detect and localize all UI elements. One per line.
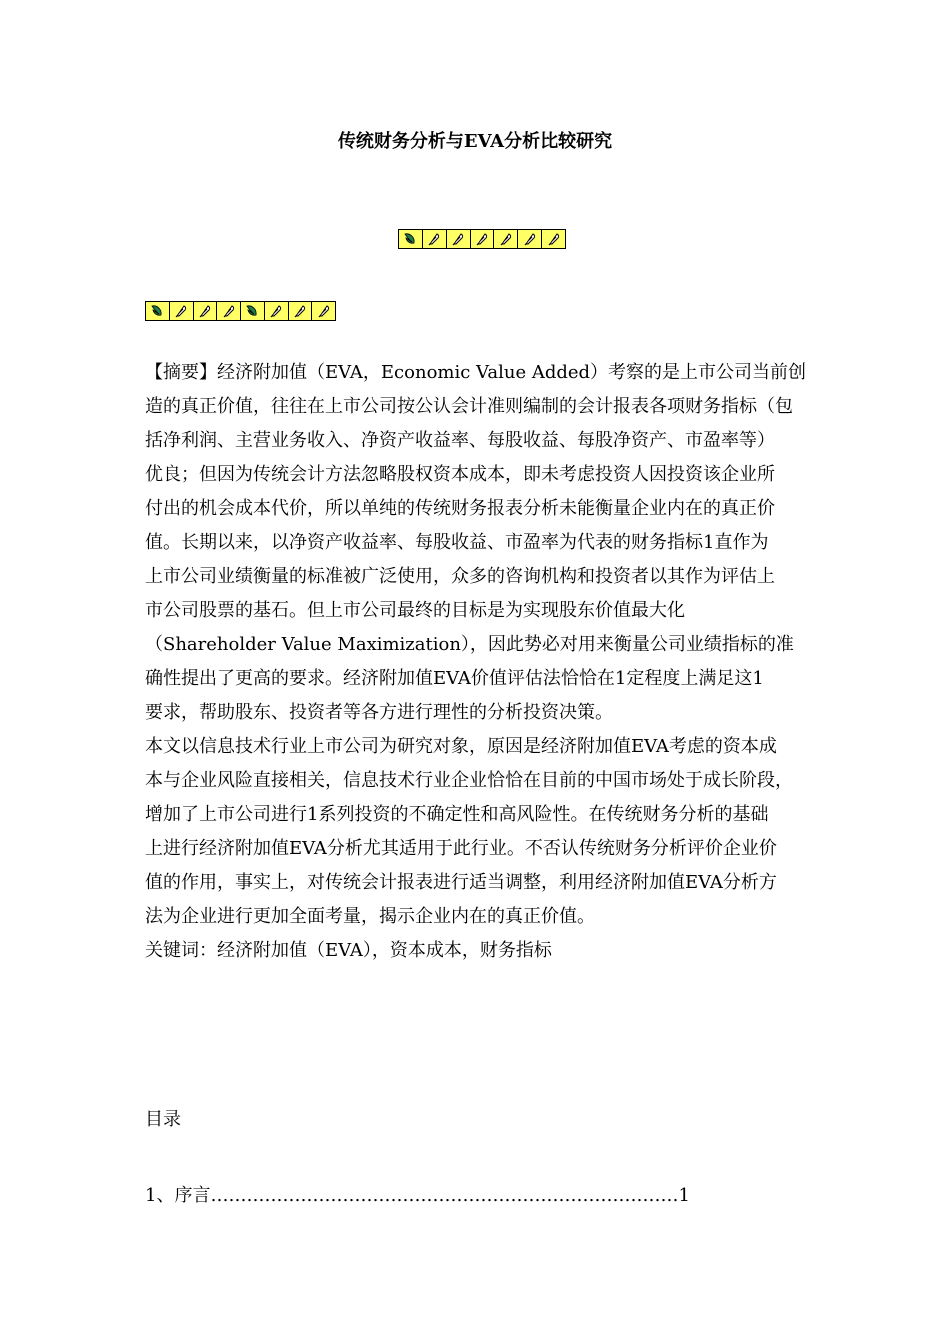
feather-icon <box>518 230 542 248</box>
toc-heading: 目录 <box>145 1109 181 1130</box>
feather-icon <box>170 302 194 320</box>
toc-entry[interactable]: 1、序言……………………………………………………………………1 <box>145 1185 690 1206</box>
feather-icon <box>423 230 447 248</box>
leaf-icon <box>241 302 265 320</box>
body-line: 本与企业风险直接相关，信息技术行业企业恰恰在目前的中国市场处于成长阶段， <box>145 770 793 791</box>
document-title: 传统财务分析与EVA分析比较研究 <box>337 131 613 152</box>
body-line: 增加了上市公司进行1系列投资的不确定性和高风险性。在传统财务分析的基础 <box>145 804 769 825</box>
leaf-icon <box>399 230 423 248</box>
decorative-icon-row-1 <box>398 229 566 249</box>
feather-icon <box>312 302 335 320</box>
keywords-line: 关键词：经济附加值（EVA），资本成本，财务指标 <box>145 940 552 961</box>
feather-icon <box>217 302 241 320</box>
feather-icon <box>542 230 565 248</box>
abstract-line: 造的真正价值，往往在上市公司按公认会计准则编制的会计报表各项财务指标（包 <box>145 396 793 417</box>
decorative-icon-row-2 <box>145 301 336 321</box>
abstract-line: 优良；但因为传统会计方法忽略股权资本成本，即未考虑投资人因投资该企业所 <box>145 464 775 485</box>
abstract-line: 【摘要】经济附加值（EVA，Economic Value Added）考察的是上市公司当前创 <box>145 362 807 383</box>
body-line: 本文以信息技术行业上市公司为研究对象，原因是经济附加值EVA考虑的资本成 <box>145 736 777 757</box>
feather-icon <box>471 230 495 248</box>
abstract-section <box>145 356 830 968</box>
feather-icon <box>289 302 313 320</box>
abstract-line: 上市公司业绩衡量的标准被广泛使用，众多的咨询机构和投资者以其作为评估上 <box>145 566 775 587</box>
abstract-line: 确性提出了更高的要求。经济附加值EVA价值评估法恰恰在1定程度上满足这1 <box>145 668 764 689</box>
abstract-line: 市公司股票的基石。但上市公司最终的目标是为实现股东价值最大化 <box>145 600 685 621</box>
body-line: 值的作用，事实上，对传统会计报表进行适当调整，利用经济附加值EVA分析方 <box>145 872 777 893</box>
feather-icon <box>447 230 471 248</box>
feather-icon <box>265 302 289 320</box>
abstract-line: 要求，帮助股东、投资者等各方进行理性的分析投资决策。 <box>145 702 613 723</box>
abstract-line: 付出的机会成本代价，所以单纯的传统财务报表分析未能衡量企业内在的真正价 <box>145 498 775 519</box>
feather-icon <box>494 230 518 248</box>
abstract-line: 括净利润、主营业务收入、净资产收益率、每股收益、每股净资产、市盈率等） <box>145 430 775 451</box>
abstract-line: 值。长期以来，以净资产收益率、每股收益、市盈率为代表的财务指标1直作为 <box>145 532 769 553</box>
body-line: 法为企业进行更加全面考量，揭示企业内在的真正价值。 <box>145 906 595 927</box>
feather-icon <box>194 302 218 320</box>
leaf-icon <box>146 302 170 320</box>
body-line: 上进行经济附加值EVA分析尤其适用于此行业。不否认传统财务分析评价企业价 <box>145 838 777 859</box>
abstract-line: （Shareholder Value Maximization），因此势必对用来衡量公司业绩指标的准 <box>145 634 794 655</box>
